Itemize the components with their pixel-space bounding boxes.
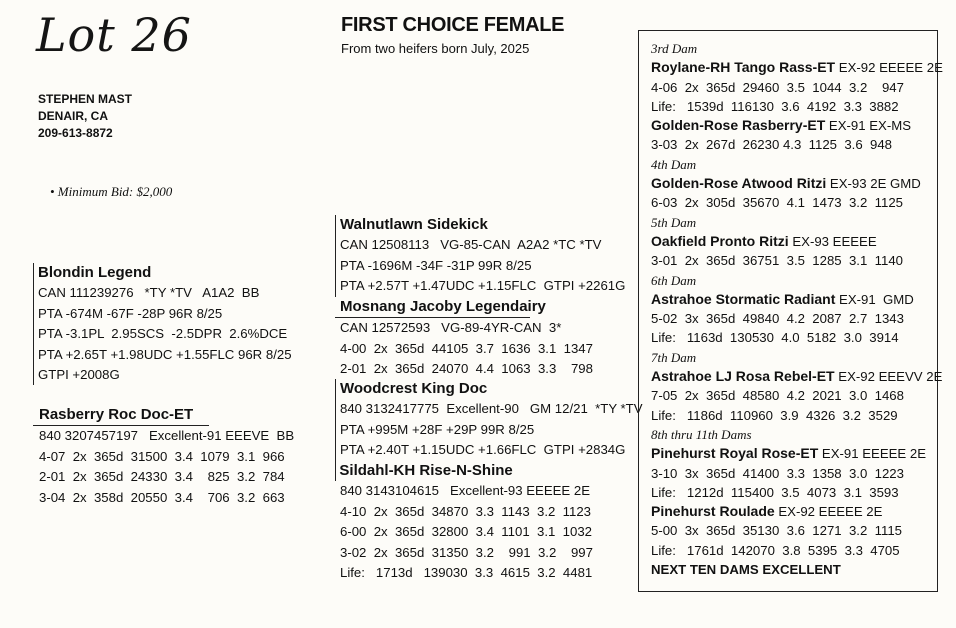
dam-classification: EX-91 GMD (835, 291, 914, 307)
offering-title: FIRST CHOICE FEMALE (341, 14, 565, 36)
dam-record: 7-05 2x 365d 48580 4.2 2021 3.0 1468 (651, 388, 904, 404)
pedigree-line: 840 3132417775 Excellent-90 GM 12/21 *TY *TV (340, 401, 643, 417)
animal-name: Walnutlawn Sidekick (340, 216, 488, 233)
pedigree-line: 840 3143104615 Excellent-93 EEEEE 2E (340, 483, 591, 499)
dam-record: 3-10 3x 365d 41400 3.3 1358 3.0 1223 (651, 465, 904, 481)
animal-name: Blondin Legend (38, 264, 152, 281)
dam-record: Life: 1163d 130530 4.0 5182 3.0 3914 (651, 330, 899, 346)
pedigree-line: PTA +995M +28F +29P 99R 8/25 (340, 421, 535, 437)
animal-name: Rasberry Roc Doc-ET (33, 405, 209, 426)
pedigree-line: CAN 111239276 *TY *TV A1A2 BB (38, 285, 260, 301)
dam-generation: 4th Dam (651, 156, 697, 172)
pedigree-line: 2-01 2x 365d 24070 4.4 1063 3.3 798 (340, 361, 593, 377)
dam-name: Astrahoe LJ Rosa Rebel-ET (651, 368, 835, 385)
pedigree-line: 840 3207457197 Excellent-91 EEEVE BB (39, 428, 295, 444)
dam-record: 5-02 3x 365d 49840 4.2 2087 2.7 1343 (651, 311, 904, 327)
dam-record: Life: 1212d 115400 3.5 4073 3.1 3593 (651, 484, 899, 500)
dam-classification: EX-92 EEEVV 2E (834, 369, 943, 385)
dam-generation: 6th Dam (651, 272, 697, 288)
pedigree-line: PTA +2.40T +1.15UDC +1.66FLC GTPI +2834G (340, 442, 626, 458)
dam-classification: EX-92 EEEEE 2E (835, 60, 943, 76)
pedigree-mosnang-jacoby (340, 297, 593, 380)
pedigree-line: 4-00 2x 365d 44105 3.7 1636 3.1 1347 (340, 340, 593, 356)
dam-record: Life: 1186d 110960 3.9 4326 3.2 3529 (651, 407, 898, 423)
dam-classification: EX-91 EX-MS (825, 118, 912, 134)
animal-name: Mosnang Jacoby Legendairy (335, 297, 530, 318)
dam-name: Astrahoe Stormatic Radiant (651, 290, 836, 307)
dam-record: Life: 1539d 116130 3.6 4192 3.3 3882 (651, 98, 899, 114)
dam-generation: 8th thru 11th Dams (651, 426, 752, 442)
dam-name: Pinehurst Roulade (651, 503, 775, 520)
animal-name: Woodcrest King Doc (340, 380, 488, 397)
dam-lineage-box (638, 30, 943, 592)
dam-record: Life: 1761d 142070 3.8 5395 3.3 4705 (651, 542, 900, 558)
pedigree-sildahl-rise-n-shine (340, 461, 593, 583)
seller-phone: 209-613-8872 (38, 126, 113, 140)
pedigree-walnutlawn-sidekick (335, 215, 625, 297)
dam-name: Golden-Rose Rasberry-ET (651, 117, 826, 134)
dam-generation: 3rd Dam (651, 41, 698, 56)
seller-name: STEPHEN MAST (38, 92, 133, 106)
offering-subtitle: From two heifers born July, 2025 (341, 41, 530, 56)
lot-title: Lot 26 (36, 8, 192, 62)
dam-name: Roylane-RH Tango Rass-ET (651, 59, 836, 76)
pedigree-line: PTA +2.65T +1.98UDC +1.55FLC 96R 8/25 (38, 346, 292, 362)
pedigree-line: GTPI +2008G (38, 367, 120, 383)
dam-generation: 5th Dam (651, 214, 697, 230)
dam-classification: EX-92 EEEEE 2E (774, 504, 883, 520)
pedigree-line: 4-10 2x 365d 34870 3.3 1143 3.2 1123 (340, 503, 592, 519)
pedigree-woodcrest-king-doc (335, 379, 643, 461)
dam-record: 3-03 2x 267d 26230 4.3 1125 3.6 948 (651, 137, 892, 153)
pedigree-blondin-legend (33, 263, 292, 385)
pedigree-line: CAN 12508113 VG-85-CAN A2A2 *TC *TV (340, 237, 602, 253)
dam-classification: EX-93 EEEEE (788, 233, 877, 249)
pedigree-line: 3-02 2x 365d 31350 3.2 991 3.2 997 (340, 544, 593, 560)
dam-classification: EX-93 2E GMD (826, 176, 921, 192)
dam-record: 5-00 3x 365d 35130 3.6 1271 3.2 1115 (651, 523, 903, 539)
dam-record: 6-03 2x 305d 35670 4.1 1473 3.2 1125 (651, 195, 903, 211)
pedigree-line: PTA +2.57T +1.47UDC +1.15FLC GTPI +2261G (340, 278, 626, 294)
minimum-bid: • Minimum Bid: $2,000 (50, 184, 173, 199)
pedigree-line: PTA -674M -67F -28P 96R 8/25 (38, 305, 223, 321)
dam-classification: EX-91 EEEEE 2E (818, 446, 927, 462)
pedigree-line: 3-04 2x 358d 20550 3.4 706 3.2 663 (39, 489, 285, 505)
dam-record: 4-06 2x 365d 29460 3.5 1044 3.2 947 (651, 79, 904, 95)
pedigree-line: Life: 1713d 139030 3.3 4615 3.2 4481 (340, 565, 593, 581)
pedigree-line: PTA -3.1PL 2.95SCS -2.5DPR 2.6%DCE (38, 326, 288, 342)
seller-location: DENAIR, CA (38, 109, 109, 123)
pedigree-line: 6-00 2x 365d 32800 3.4 1101 3.1 1032 (340, 524, 592, 540)
dams-footer: NEXT TEN DAMS EXCELLENT (651, 562, 841, 578)
dam-record: 3-01 2x 365d 36751 3.5 1285 3.1 1140 (651, 253, 903, 269)
pedigree-line: 4-07 2x 365d 31500 3.4 1079 3.1 966 (39, 448, 285, 464)
pedigree-line: PTA -1696M -34F -31P 99R 8/25 (340, 257, 532, 273)
dam-name: Golden-Rose Atwood Ritzi (651, 175, 827, 192)
seller-info (38, 91, 132, 142)
pedigree-line: CAN 12572593 VG-89-4YR-CAN 3* (340, 320, 562, 336)
dam-name: Pinehurst Royal Rose-ET (651, 445, 819, 462)
dam-generation: 7th Dam (651, 349, 697, 365)
animal-name: Sildahl-KH Rise-N-Shine (335, 461, 593, 481)
pedigree-rasberry-roc-doc (33, 405, 294, 508)
pedigree-line: 2-01 2x 365d 24330 3.4 825 3.2 784 (39, 469, 285, 485)
dam-name: Oakfield Pronto Ritzi (651, 232, 789, 249)
